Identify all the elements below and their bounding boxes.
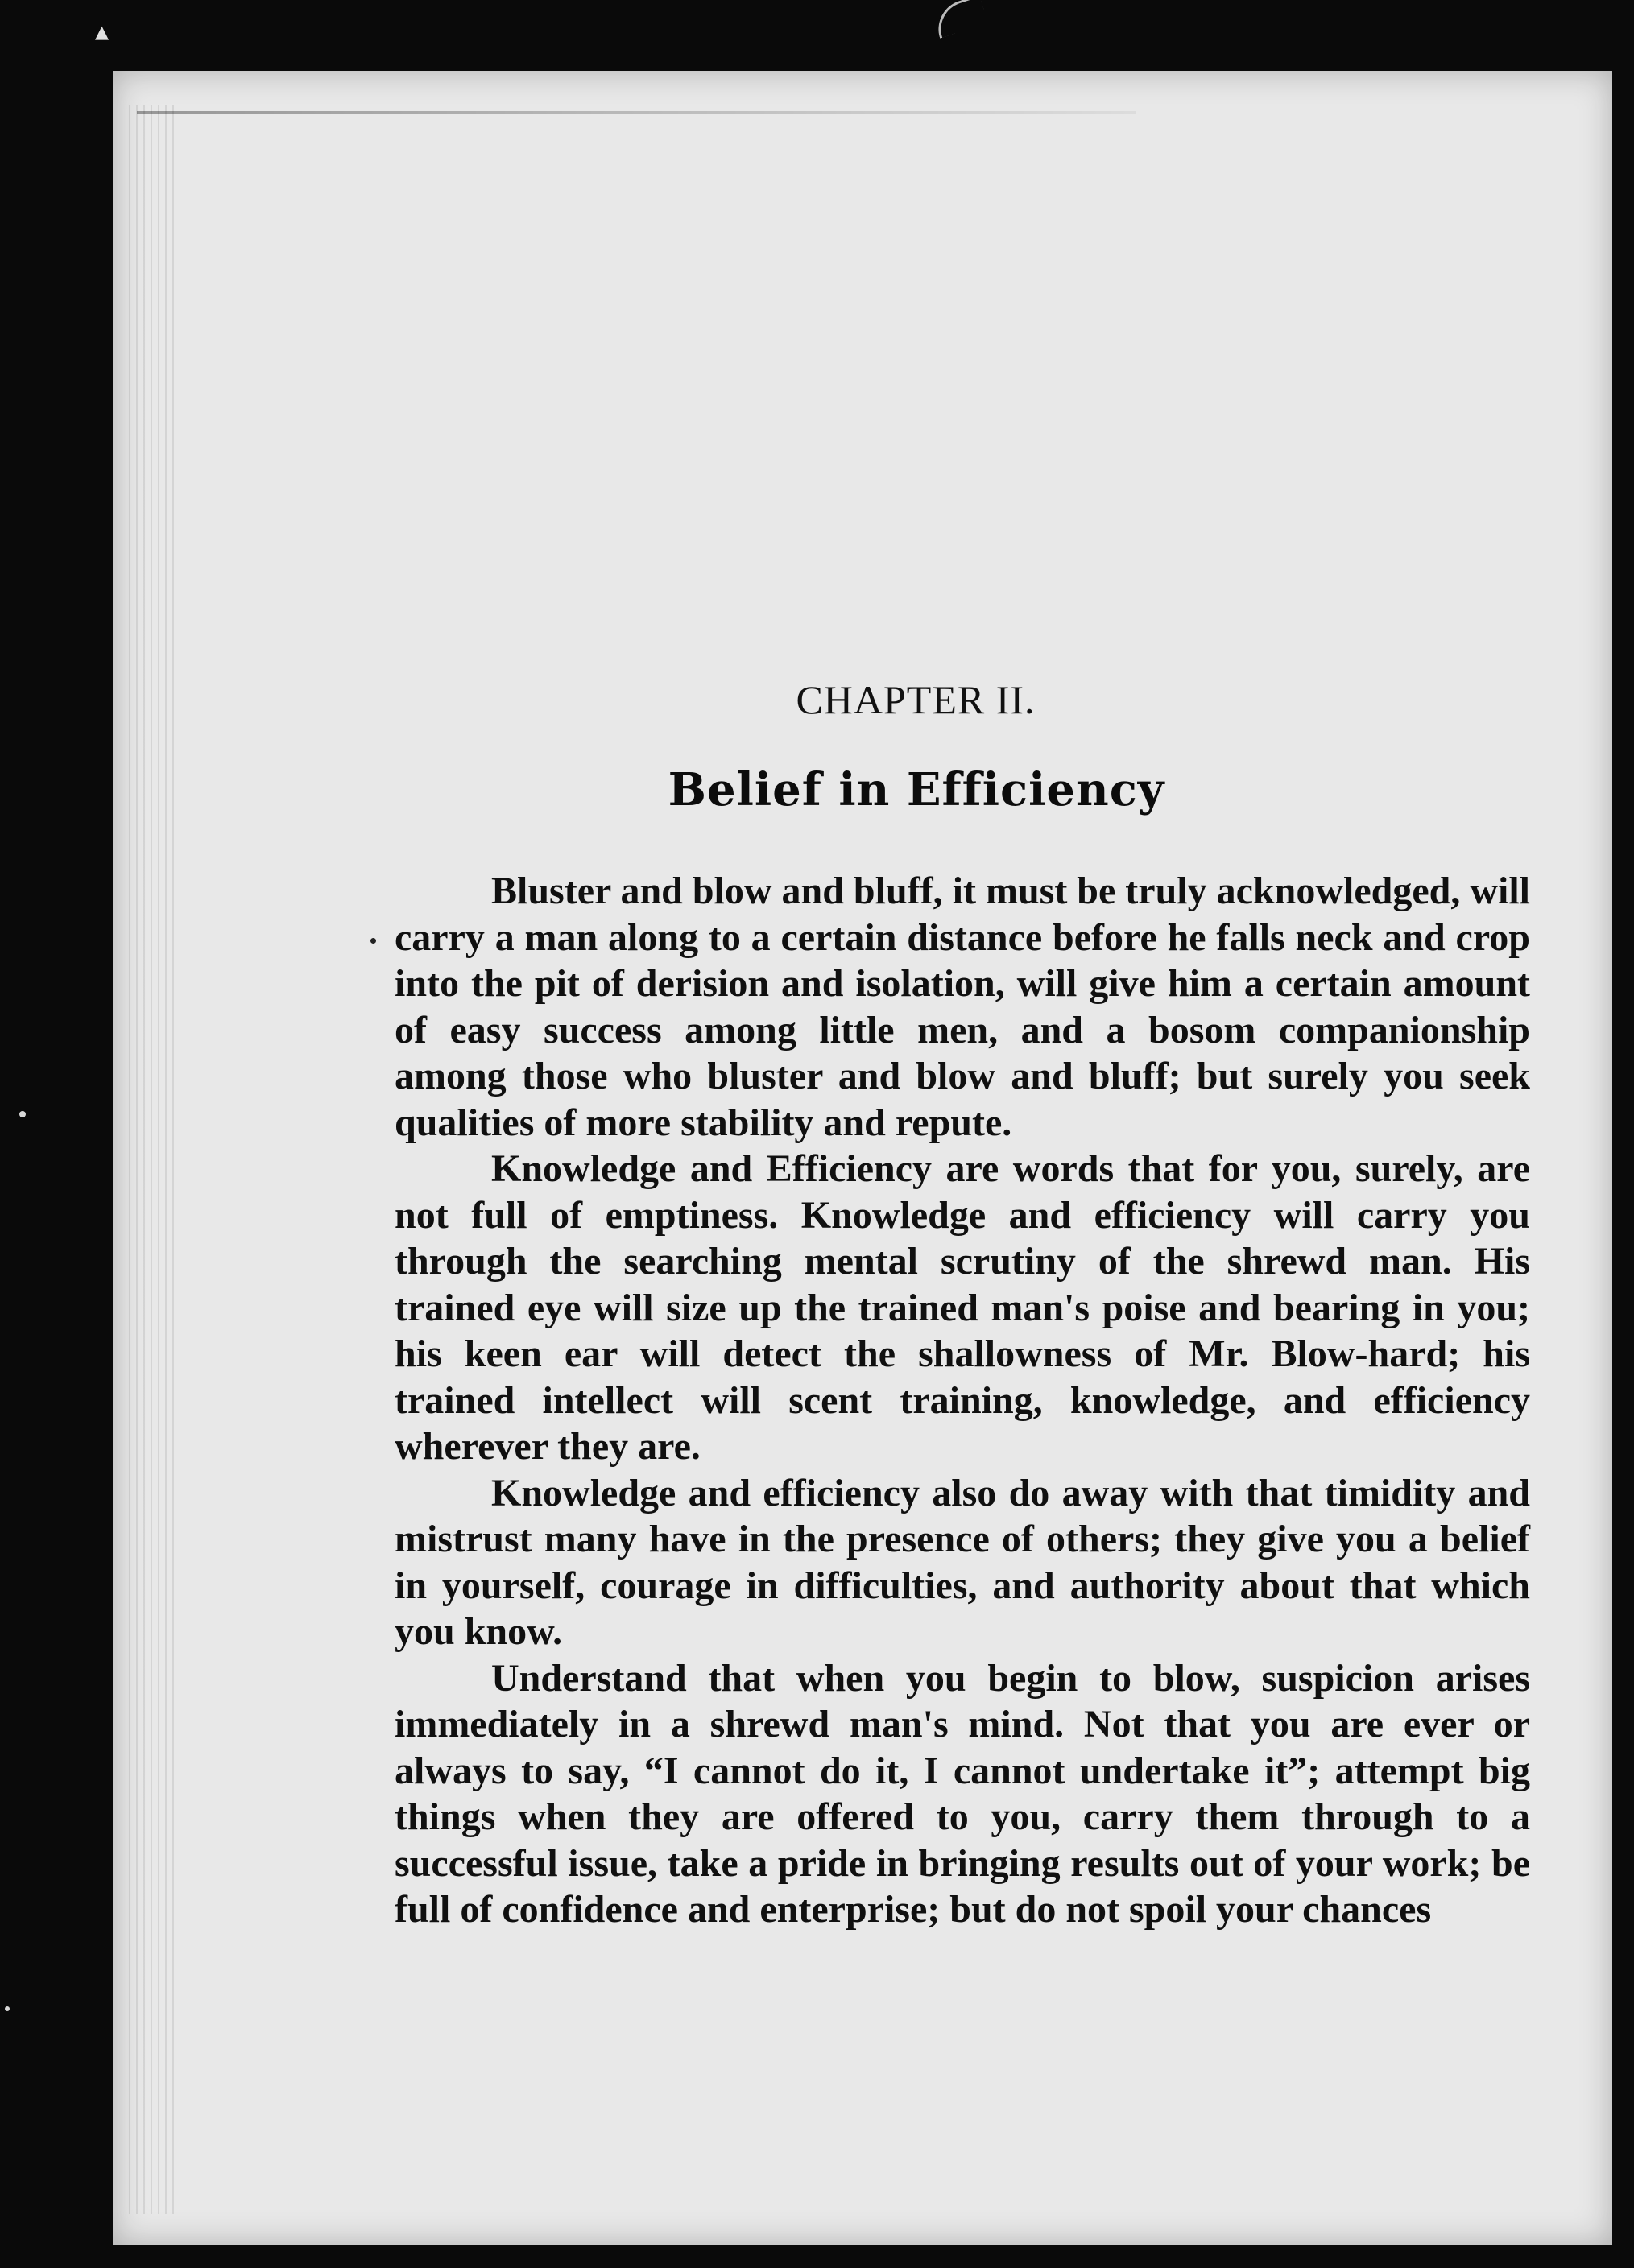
chapter-title-text: Belief in Efficiency <box>668 763 1165 816</box>
scan-speck <box>19 1111 26 1117</box>
paragraph: Bluster and blow and bluff, it must be truly acknowledged, will carry a man along to a certain distance before he falls neck and crop into the pit of derision and isolation, will give him a certain amount of easy success among little men, and a bosom companionship among those who bluster and blow and bluff; but surely you seek qualities of more stability and repute. <box>395 870 1530 1144</box>
scan-corner-mark: ▴ <box>95 17 110 47</box>
paragraph: Knowledge and Efficiency are words that for you, surely, are not full of emptiness. Knowledge and efficiency will carry you through the searching mental scrutiny of the shrewd man. His trained eye will size up the trained man's poise and bearing in you; his keen ear will detect the shallowness of Mr. Blow-hard; his trained intellect will scent training, knowledge, and efficiency wherever they are. <box>395 1147 1530 1468</box>
chapter-heading <box>0 676 1634 723</box>
scan-speck <box>5 2006 10 2011</box>
margin-mark <box>370 938 376 944</box>
page-top-edge <box>137 111 1136 114</box>
paragraph: Understand that when you begin to blow, suspicion arises immediately in a shrewd man's mind. Not that you are ever or always to say, “I cannot do it, I cannot undertake it”; attempt big things when they are offered to you, carry them through to a successful issue, take a pride in bringing results out of your work; be full of confidence and enterprise; but do not spoil your chances <box>395 1656 1530 1931</box>
chapter-body <box>395 868 1530 1933</box>
page-edge-stack <box>129 105 177 2214</box>
chapter-title <box>0 763 1634 816</box>
chapter-heading-text: CHAPTER II. <box>796 677 1036 722</box>
paragraph: Knowledge and efficiency also do away with that timidity and mistrust many have in the presence of others; they give you a belief in yourself, courage in difficulties, and authority about that which you know. <box>395 1471 1530 1653</box>
